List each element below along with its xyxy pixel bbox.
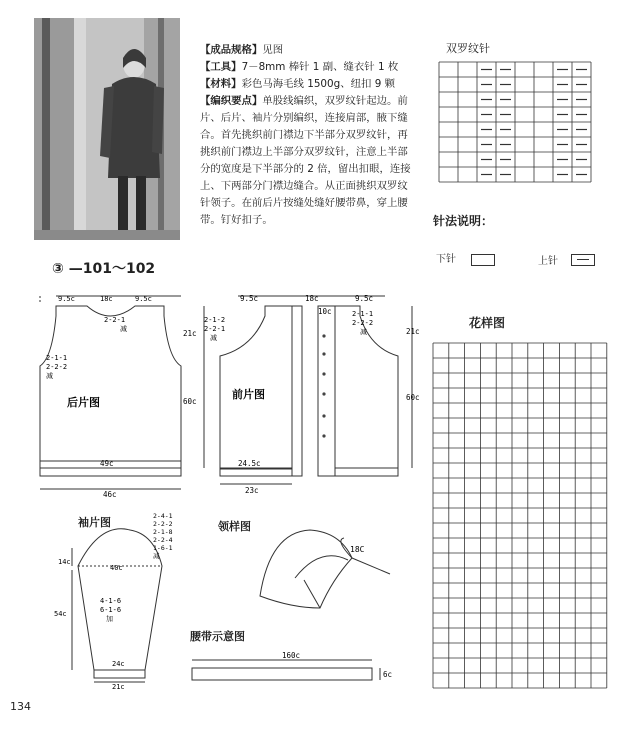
front-arm-dec-1: 2-1-2 bbox=[204, 316, 226, 324]
back-width-49: 49c bbox=[100, 459, 114, 468]
belt-length: 160c bbox=[282, 651, 301, 660]
sleeve-cap-dec-2: 2-2-2 bbox=[153, 520, 173, 528]
legend-title: 针法说明： bbox=[433, 214, 494, 228]
front-arm-dec-3: 减 bbox=[210, 334, 217, 342]
sleeve-cap-dec-3: 2-1-8 bbox=[153, 528, 173, 536]
legend-purl-label: 上针 bbox=[538, 256, 558, 267]
sleeve-cap-dec-6: 减 bbox=[153, 552, 160, 560]
back-armhole-h: 21c bbox=[183, 329, 197, 338]
belt-width: 6c bbox=[383, 670, 393, 679]
front-neck-dec-2: 2-2-2 bbox=[352, 319, 374, 327]
rib-chart bbox=[437, 60, 597, 190]
knit-symbol-icon bbox=[471, 254, 495, 266]
front-neck-dec-3: 减 bbox=[360, 328, 367, 336]
front-width-245: 24.5c bbox=[238, 459, 261, 468]
sleeve-w21: 21c bbox=[112, 683, 125, 691]
sleeve-w24: 24c bbox=[112, 660, 125, 668]
collar-diagram bbox=[240, 518, 400, 628]
belt-diagram bbox=[190, 648, 400, 688]
front-armhole-h: 21c bbox=[406, 327, 420, 336]
pattern-grid bbox=[432, 342, 608, 690]
spec-label: 【成品规格】 bbox=[200, 44, 263, 56]
pattern-info bbox=[200, 42, 418, 229]
pattern-number: ③ —101～102 bbox=[52, 261, 156, 277]
pattern-grid-title: 花样图 bbox=[469, 316, 506, 330]
collar-title: 领样图 bbox=[218, 520, 251, 533]
front-arm-dec-2: 2-2-1 bbox=[204, 325, 226, 333]
material-label: 【材料】 bbox=[200, 78, 242, 90]
sleeve-cap-dec-1: 2-4-1 bbox=[153, 512, 173, 520]
sleeve-inc-2: 6-1-6 bbox=[100, 606, 122, 614]
back-piece-diagram bbox=[30, 286, 210, 508]
tools-label: 【工具】 bbox=[200, 61, 242, 73]
front-band: 10c bbox=[318, 307, 332, 316]
page-number: 134 bbox=[10, 700, 31, 713]
front-body-h: 60c bbox=[406, 393, 420, 402]
model-photo bbox=[34, 18, 180, 240]
front-top-right: 9.5c bbox=[355, 294, 374, 303]
sleeve-cap-dec-4: 2-2-4 bbox=[153, 536, 173, 544]
sleeve-cap-dec-5: 1-6-1 bbox=[153, 544, 173, 552]
sleeve-title: 袖片图 bbox=[78, 516, 111, 529]
front-top-mid: 18c bbox=[305, 294, 319, 303]
sleeve-diagram bbox=[50, 508, 200, 693]
legend-knit-label: 下针 bbox=[436, 254, 456, 265]
front-title: 前片图 bbox=[232, 388, 265, 401]
back-neck-dec-1: 2-2-1 bbox=[104, 316, 126, 324]
back-top-left: 9.5c bbox=[58, 295, 75, 303]
back-title: 后片图 bbox=[67, 396, 100, 409]
front-neck-dec-1: 2-1-1 bbox=[352, 310, 374, 318]
back-body-h: 60c bbox=[183, 397, 197, 406]
method-value: 单股线编织，双罗纹针起边。前片、后片、袖片分别编织，连接肩部，腋下缝合。首先挑织前门襟边下半部分双罗纹针，再挑织前门襟边上半部分双罗纹针，注意上半部分的宽度是下半部分的 2 倍，留出扣眼，连接上、下两部分门襟边缝合。从正面挑织双罗纹针领子。在前后片按缝处缝好腰带鼻，穿上腰带。钉好扣子。 bbox=[200, 95, 411, 226]
spec-value: 见图 bbox=[262, 44, 284, 56]
front-piece-diagram bbox=[200, 286, 430, 508]
method-label: 【编织要点】 bbox=[200, 95, 263, 107]
back-arm-dec-2: 2-2-2 bbox=[46, 363, 68, 371]
back-arm-dec-1: 2-1-1 bbox=[46, 354, 68, 362]
tools-value: 7－8mm 棒针 1 副、缝衣针 1 枚 bbox=[241, 61, 399, 73]
sleeve-cap-w: 40c bbox=[110, 564, 123, 572]
back-arm-dec-3: 减 bbox=[46, 372, 53, 380]
sleeve-inc-3: 加 bbox=[106, 615, 113, 623]
collar-height: 18C bbox=[350, 545, 365, 554]
back-top-mid: 18c bbox=[100, 295, 113, 303]
sleeve-cap-h: 14c bbox=[58, 558, 71, 566]
sleeve-len: 54c bbox=[54, 610, 67, 618]
rib-title: 双罗纹针 bbox=[446, 42, 490, 55]
back-top-right: 9.5c bbox=[135, 295, 152, 303]
material-value: 彩色马海毛线 1500g、纽扣 9 颗 bbox=[241, 78, 396, 90]
front-top-left: 9.5c bbox=[240, 294, 259, 303]
back-neck-dec-2: 减 bbox=[120, 325, 127, 333]
back-width-46: 46c bbox=[103, 490, 117, 499]
belt-title: 腰带示意图 bbox=[190, 630, 245, 643]
front-width-23: 23c bbox=[245, 486, 259, 495]
sleeve-inc-1: 4-1-6 bbox=[100, 597, 122, 605]
purl-symbol-icon bbox=[571, 254, 595, 266]
